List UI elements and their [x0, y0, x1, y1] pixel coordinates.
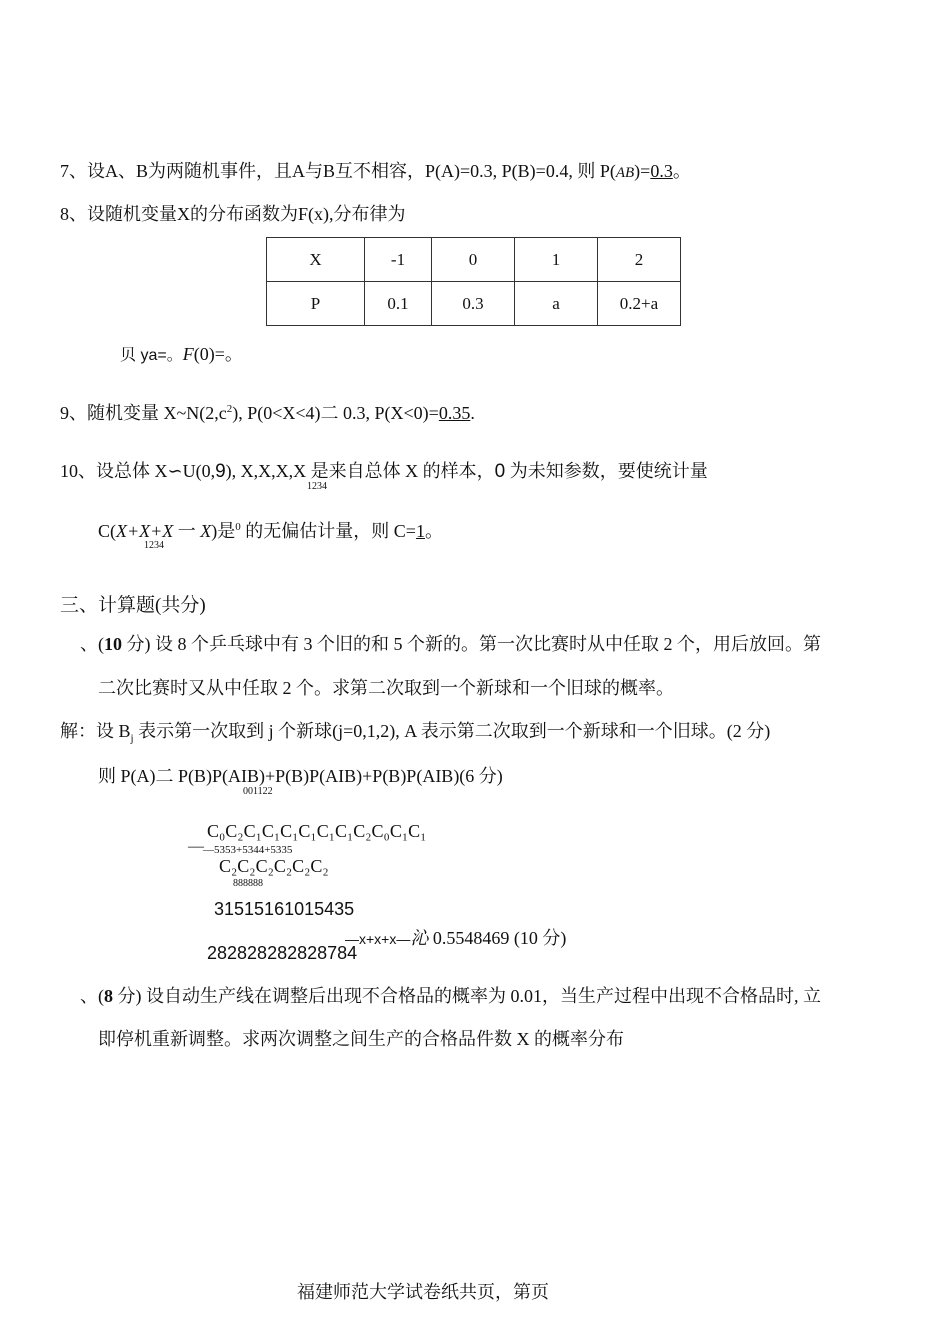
problem-2-line-2: 即停机重新调整。求两次调整之间生产的合格品件数 X 的概率分布	[98, 1029, 624, 1049]
question-9: 9、随机变量 $X\sim N(2,c^2)$, P(0<X<4)二 0.3, P(X<0)=0.35.	[60, 403, 475, 423]
formula-dash: —	[188, 838, 204, 855]
page-footer: 福建师范大学试卷纸共页，第页	[297, 1282, 549, 1302]
table-cell: X	[267, 238, 365, 282]
question-7: 7、设A、B为两随机事件，且A与B互不相容，P(A)=0.3, P(B)=0.4, 则 P(AB)=0.3。	[60, 161, 691, 181]
q8-followup: 贝 ya=。F(0)=。	[120, 344, 243, 364]
table-cell: 0.3	[432, 282, 515, 326]
table-row	[267, 238, 681, 282]
q10-statistic: C(X+X+X 一 X)是$^0$ 的无偏估计量，则 C=1。	[98, 521, 443, 541]
table-cell: 0	[432, 238, 515, 282]
problem-2-line-1: 、(8 分) 设自动生产线在调整后出现不合格品的概率为 0.01，当生产过程中出现不合格品时, 立	[80, 986, 821, 1006]
formula-mid: —5353+5344+5335	[203, 844, 293, 856]
solution-line: 解：设 $B_j$ 表示第一次取到 j 个新球(j=0,1,2), A 表示第二次取到一个新球和一个旧球。(2 分)	[60, 721, 771, 745]
q10-subscript: 1234	[307, 481, 327, 492]
problem-1-line-1: 、(10 分) 设 8 个乒乓球中有 3 个旧的和 5 个新的。第一次比赛时从中任取 2 个，用后放回。第	[80, 634, 821, 654]
table-cell: 0.2+a	[598, 282, 681, 326]
distribution-table	[266, 237, 681, 326]
table-cell: a	[515, 282, 598, 326]
table-cell: -1	[365, 238, 432, 282]
section-title: 三、计算题(共分)	[60, 595, 206, 616]
formula-subscripts: 001122	[243, 786, 273, 797]
q7-answer: 0.3	[650, 161, 673, 181]
formula-den-subscripts: 888888	[233, 878, 263, 889]
problem-1-line-2: 二次比赛时又从中任取 2 个。求第二次取到一个新球和一个旧球的概率。	[98, 678, 674, 698]
table-cell: 0.1	[365, 282, 432, 326]
formula-result: —x+x+x—沁 0.5548469 (10 分)	[345, 928, 567, 948]
table-cell: 1	[515, 238, 598, 282]
q10-subscript-2: 1234	[144, 540, 164, 551]
q10-answer: 1	[415, 521, 425, 541]
table-cell: P	[267, 282, 365, 326]
formula-denominator: C₂C₂C₂C₂C₂C₂	[219, 856, 329, 876]
formula-numbers-top: 31515161015435	[214, 899, 355, 919]
question-8: 8、设随机变量X的分布函数为F(x),分布律为	[60, 204, 406, 224]
question-10: 10、设总体 X∽U(0,9), X,X,X,X 是来自总体 X 的样本，0 为未知参数，要使统计量	[60, 461, 708, 482]
formula-numerator: C₀C₂C₁C₁C₁C₁C₁C₁C₂C₀C₁C₁	[207, 821, 427, 841]
table-cell: 2	[598, 238, 681, 282]
formula-numbers-bottom: 282828282828784	[207, 943, 358, 963]
table-row	[267, 282, 681, 326]
q9-answer: 0.35	[438, 403, 471, 423]
formula-total-probability: 则 P(A)二 P(B)P(AIB)+P(B)P(AIB)+P(B)P(AIB)(6 分)	[98, 766, 503, 786]
